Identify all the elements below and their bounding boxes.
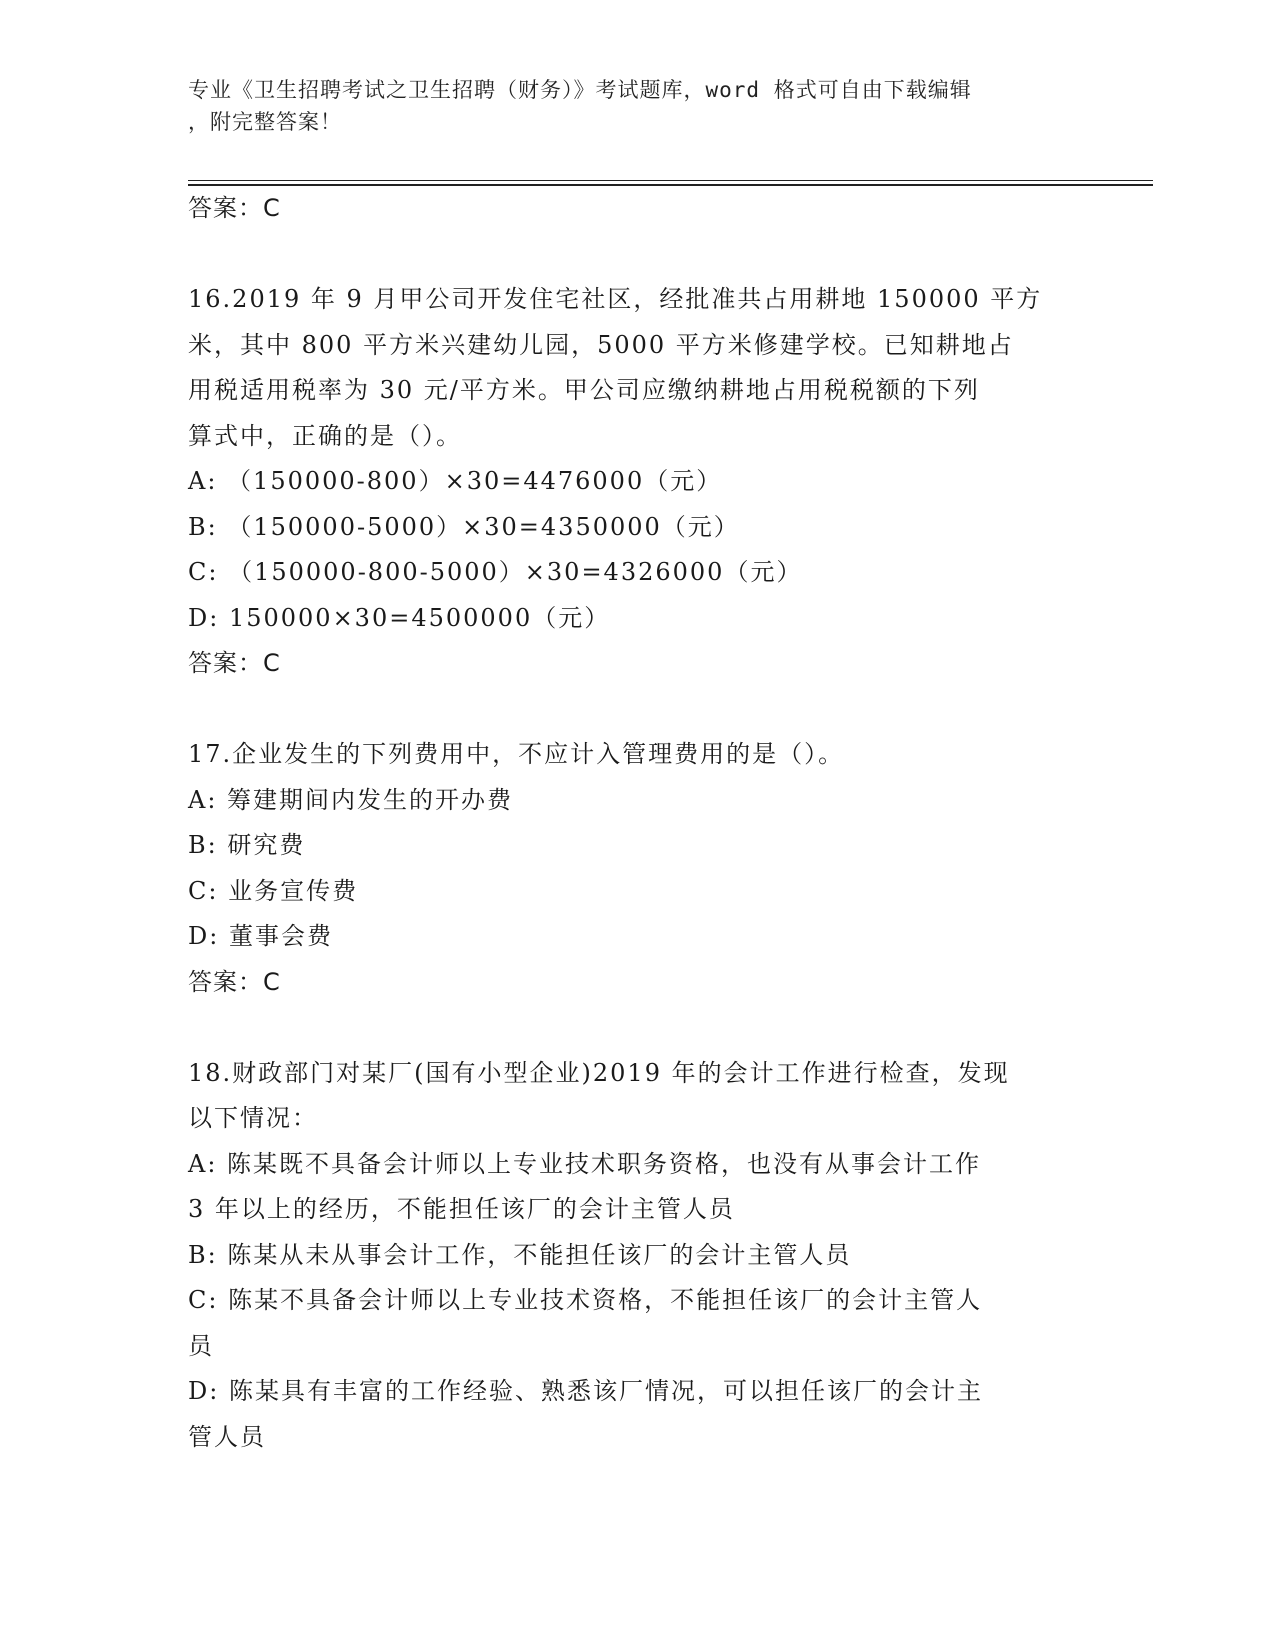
question-text: 米，其中 800 平方米兴建幼儿园，5000 平方米修建学校。已知耕地占 xyxy=(188,330,1014,359)
question-18 xyxy=(188,1051,1088,1461)
option-a-continued: 3 年以上的经历，不能担任该厂的会计主管人员 xyxy=(188,1195,735,1223)
option-d: D: 陈某具有丰富的工作经验、熟悉该厂情况，可以担任该厂的会计主 xyxy=(188,1377,983,1405)
question-text: 算式中，正确的是（）。 xyxy=(188,421,462,450)
answer-line: 答案：C xyxy=(188,649,281,677)
question-content xyxy=(188,186,1088,1460)
spacer xyxy=(188,232,1088,278)
question-text: 用税适用税率为 30 元/平方米。甲公司应缴纳耕地占用税税额的下列 xyxy=(188,376,980,404)
spacer xyxy=(188,1005,1088,1051)
answer-line: 答案：C xyxy=(188,967,281,996)
page-header xyxy=(188,74,1088,138)
header-line: ，附完整答案！ xyxy=(188,110,342,134)
question-16 xyxy=(188,277,1088,687)
option-d: D: 150000×30=4500000（元） xyxy=(188,603,611,632)
option-d-continued: 管人员 xyxy=(188,1422,266,1451)
option-d: D: 董事会费 xyxy=(188,922,333,950)
option-a: A: （150000-800）×30=4476000（元） xyxy=(188,467,723,495)
question-text: 17.企业发生的下列费用中，不应计入管理费用的是（）。 xyxy=(188,740,845,768)
question-text: 18.财政部门对某厂(国有小型企业)2019 年的会计工作进行检查，发现 xyxy=(188,1058,1010,1087)
option-b: B: 研究费 xyxy=(188,831,306,859)
header-divider xyxy=(188,180,1153,181)
option-c: C: 陈某不具备会计师以上专业技术资格，不能担任该厂的会计主管人 xyxy=(188,1286,983,1314)
option-a: A: 陈某既不具备会计师以上专业技术职务资格，也没有从事会计工作 xyxy=(188,1149,982,1178)
answer-line: 答案：C xyxy=(188,194,281,222)
spacer xyxy=(188,687,1088,733)
option-c: C: （150000-800-5000）×30=4326000（元） xyxy=(188,558,803,586)
option-c-continued: 员 xyxy=(188,1331,214,1360)
question-text: 16.2019 年 9 月甲公司开发住宅社区，经批准共占用耕地 150000 平方 xyxy=(188,285,1043,313)
question-text: 以下情况： xyxy=(188,1104,318,1132)
question-17 xyxy=(188,732,1088,1005)
option-b: B: 陈某从未从事会计工作，不能担任该厂的会计主管人员 xyxy=(188,1240,852,1269)
option-a: A: 筹建期间内发生的开办费 xyxy=(188,785,514,814)
option-c: C: 业务宣传费 xyxy=(188,876,359,905)
header-line: 专业《卫生招聘考试之卫生招聘（财务）》考试题库，word 格式可自由下载编辑 xyxy=(188,78,972,102)
option-b: B: （150000-5000）×30=4350000（元） xyxy=(188,512,740,541)
